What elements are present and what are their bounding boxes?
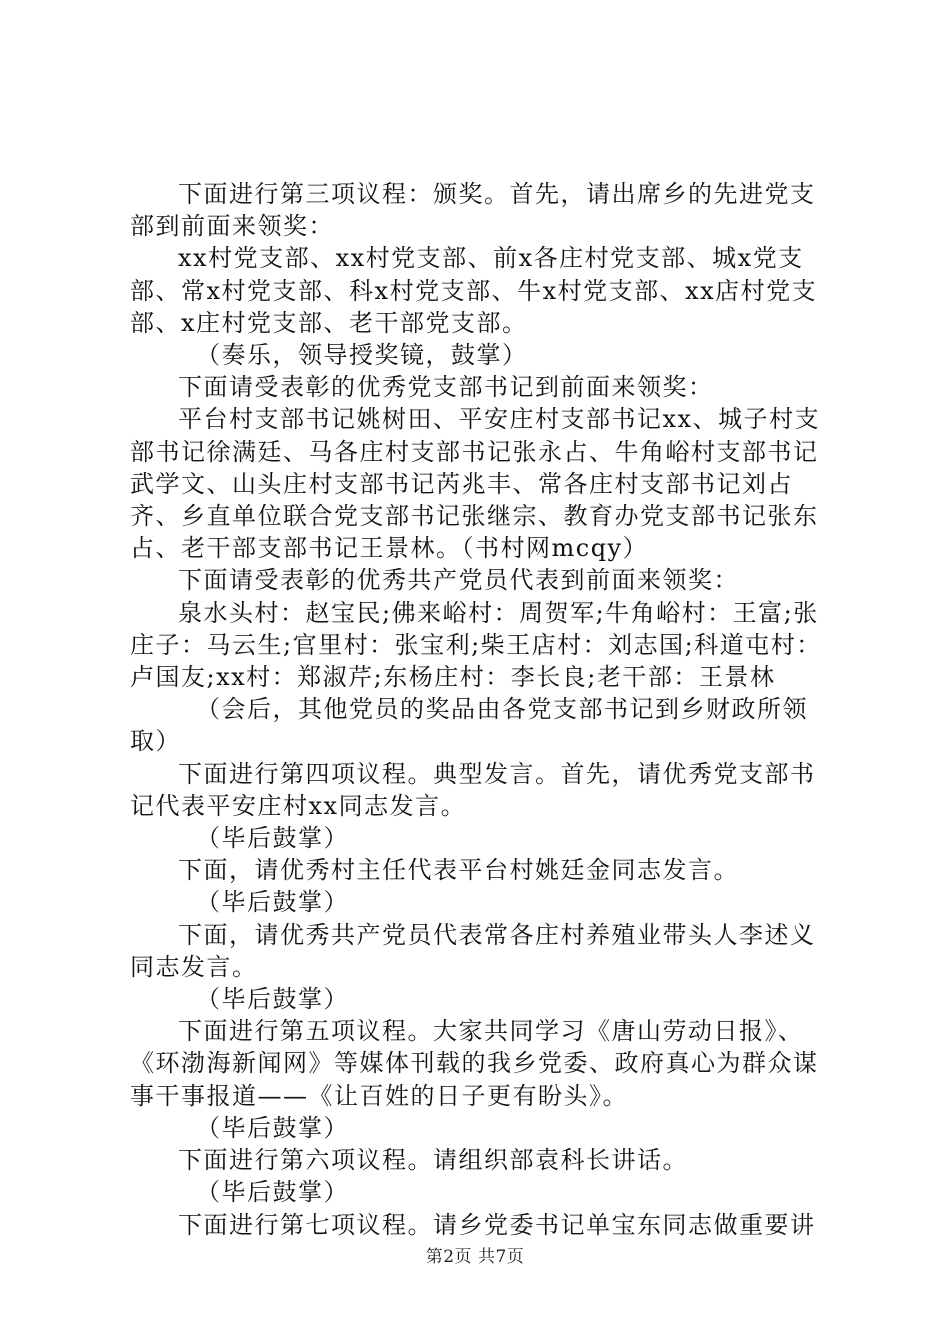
- page-footer: 第2页 共7页: [425, 1247, 525, 1267]
- paragraph-branch-list: xx村党支部、xx村党支部、前x各庄村党支部、城x党支部、常x村党支部、科x村党支部、牛x村党支部、xx店村党支部、x庄村党支部、老干部党支部。: [130, 244, 818, 337]
- paragraph-agenda-six: 下面进行第六项议程。请组织部袁科长讲话。: [178, 1146, 688, 1175]
- paragraph-applause-note: （毕后鼓掌）: [196, 1113, 349, 1142]
- paragraph-village-head-speech: 下面，请优秀村主任代表平台村姚廷金同志发言。: [178, 856, 739, 885]
- paragraph-secretaries-intro: 下面请受表彰的优秀党支部书记到前面来领奖：: [178, 373, 714, 402]
- paragraph-members-intro: 下面请受表彰的优秀共产党员代表到前面来领奖：: [178, 566, 739, 595]
- paragraph-members-list: 泉水头村：赵宝民;佛来峪村：周贺军;牛角峪村：王富;张庄子：马云生;官里村：张宝利;柴王店村：刘志国;科道屯村：卢国友;xx村：郑淑芹;东杨庄村：李长良;老干部：王景林: [130, 598, 822, 692]
- paragraph-agenda-seven: 下面进行第七项议程。请乡党委书记单宝东同志做重要讲: [178, 1210, 816, 1239]
- paragraph-applause-note: （毕后鼓掌）: [196, 985, 349, 1014]
- paragraph-member-speech: 下面，请优秀共产党员代表常各庄村养殖业带头人李述义同志发言。: [130, 920, 816, 981]
- paragraph-agenda-four: 下面进行第四项议程。典型发言。首先，请优秀党支部书记代表平安庄村xx同志发言。: [130, 759, 816, 820]
- paragraph-applause-note: （毕后鼓掌）: [196, 888, 349, 917]
- paragraph-applause-note: （毕后鼓掌）: [196, 1178, 349, 1207]
- paragraph-agenda-three: 下面进行第三项议程：颁奖。首先，请出席乡的先进党支部到前面来领奖：: [130, 180, 816, 241]
- paragraph-secretaries-list: 平台村支部书记姚树田、平安庄村支部书记xx、城子村支部书记徐满廷、马各庄村支部书记张永占、牛角峪村支部书记武学文、山头庄村支部书记芮兆丰、常各庄村支部书记刘占齐、乡直单位联合党支部书记张继宗、教育办党支部书记张东占、老干部支部书记王景林。（书村网mcqy）: [130, 405, 821, 563]
- paragraph-stage-note: （奏乐，领导授奖镜，鼓掌）: [196, 341, 528, 370]
- paragraph-applause-note: （毕后鼓掌）: [196, 824, 349, 853]
- paragraph-agenda-five: 下面进行第五项议程。大家共同学习《唐山劳动日报》、《环渤海新闻网》等媒体刊载的我乡党委、政府真心为群众谋事干事报道——《让百姓的日子更有盼头》。: [130, 1017, 819, 1110]
- document-body: [130, 178, 830, 1241]
- paragraph-after-meeting-note: （会后，其他党员的奖品由各党支部书记到乡财政所领取）: [130, 695, 808, 756]
